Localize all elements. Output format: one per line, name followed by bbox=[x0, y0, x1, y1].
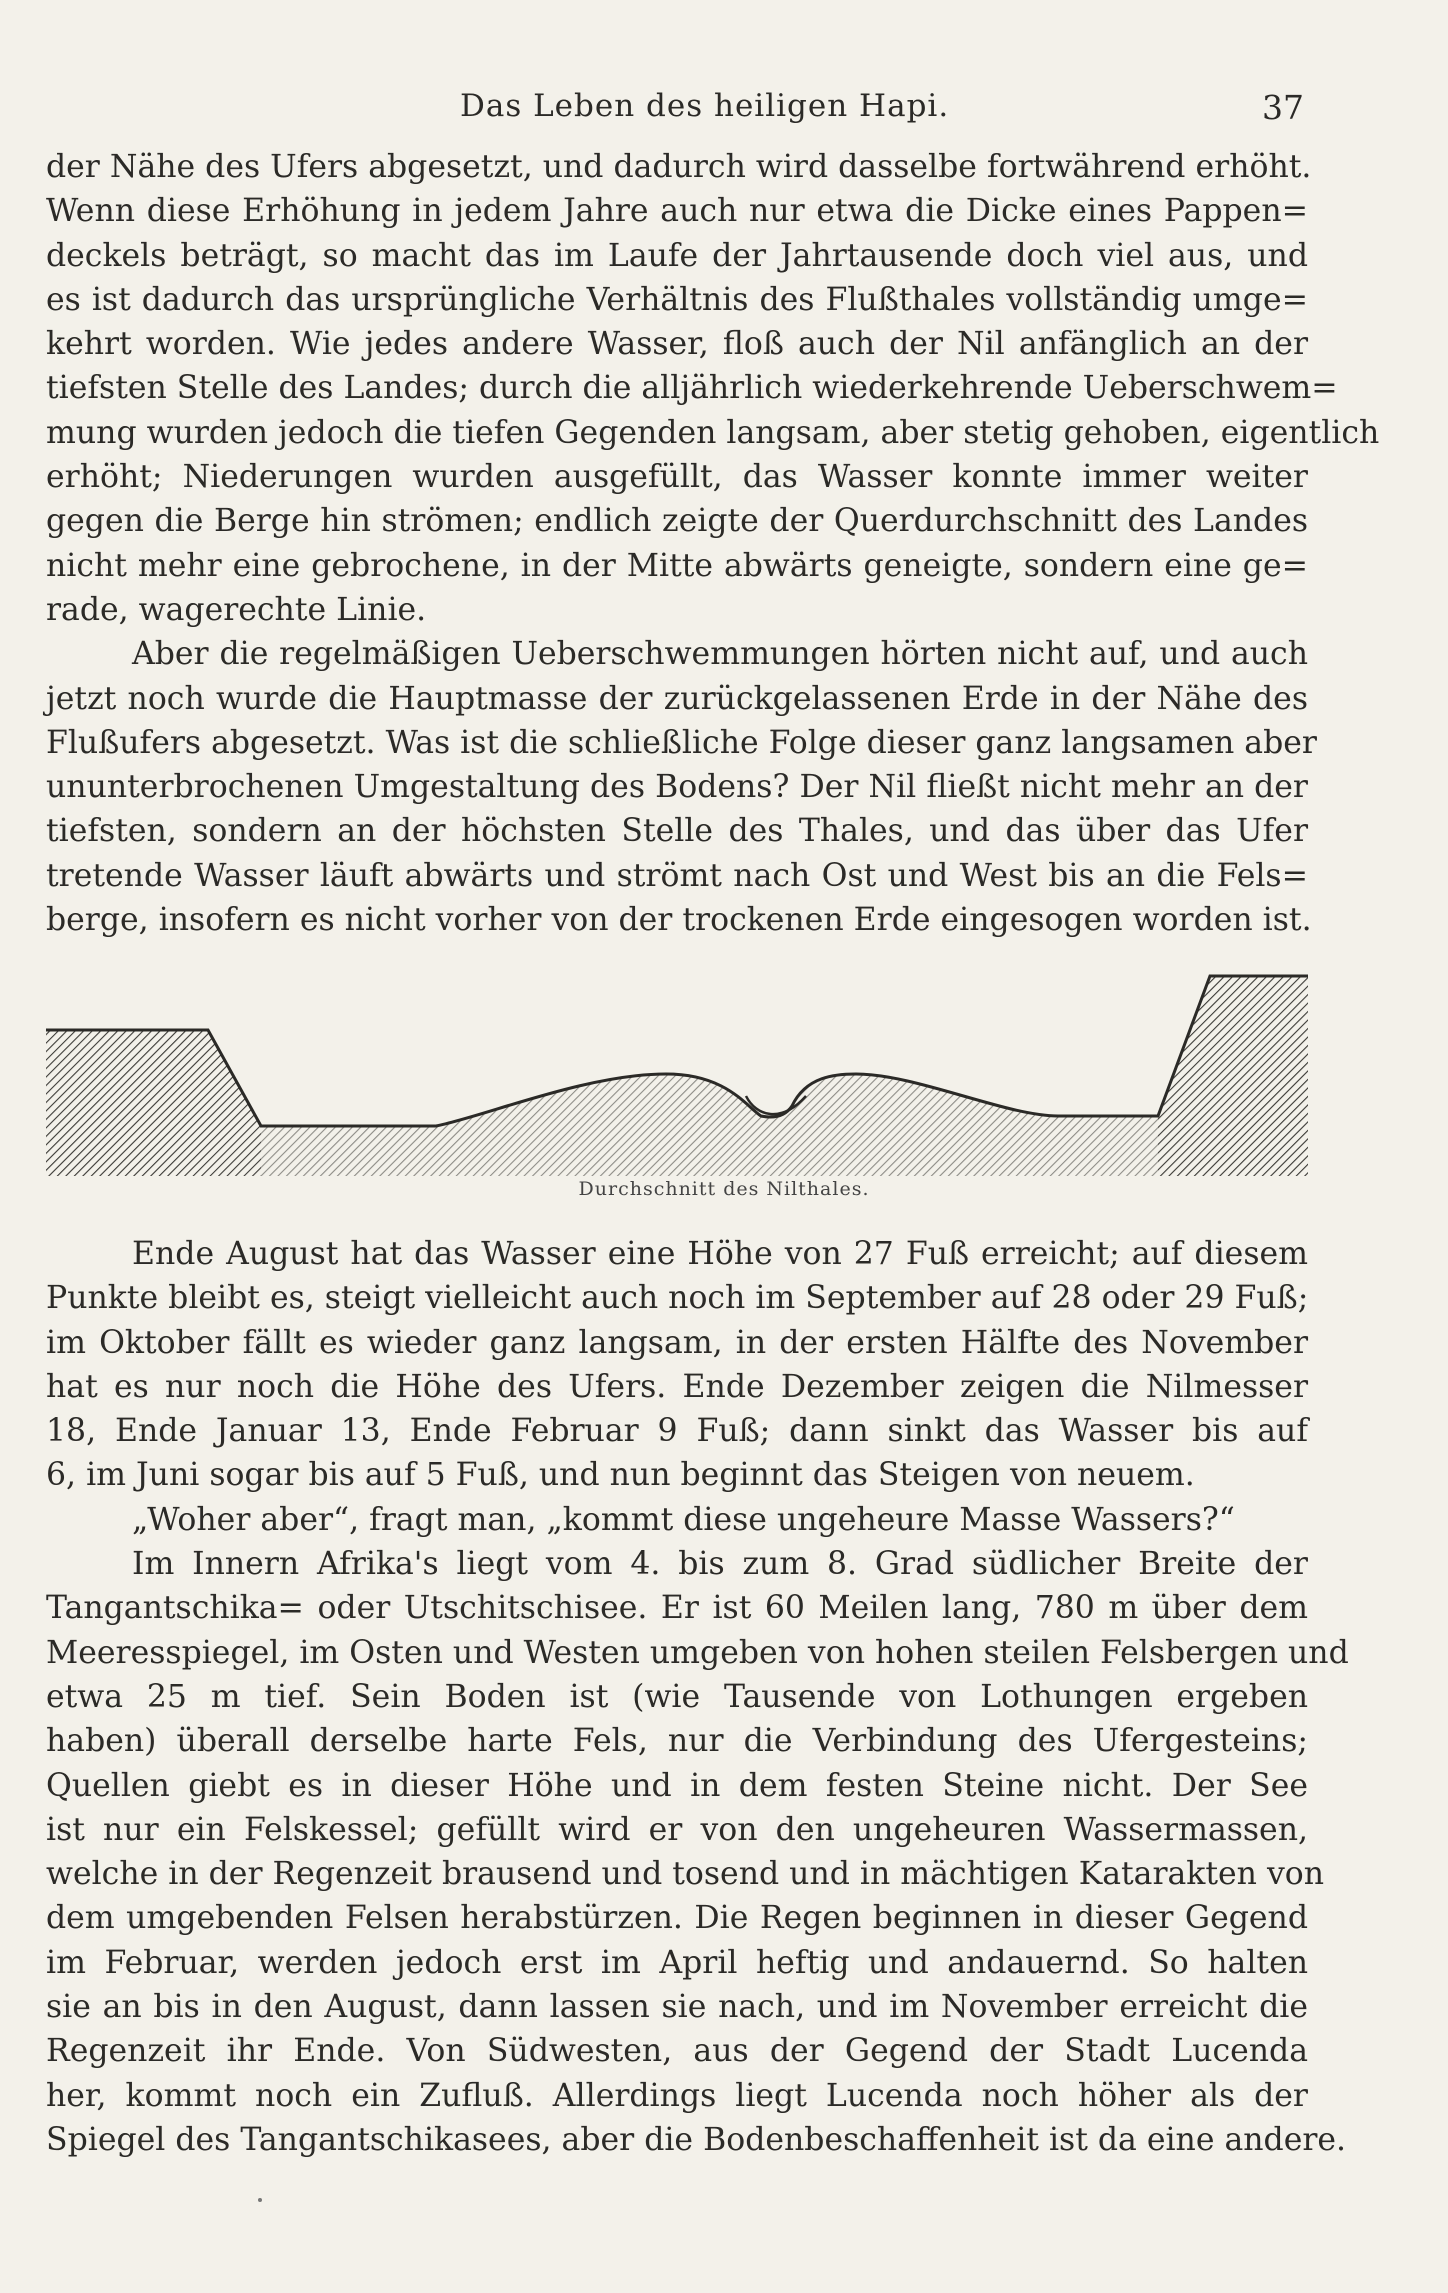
page-number: 37 bbox=[1262, 88, 1304, 127]
text-line: welche in der Regenzeit brausend und tosend und in mächtigen Katarakten von bbox=[46, 1856, 1325, 1893]
left-rock-bank bbox=[46, 1030, 261, 1176]
body-text-top bbox=[46, 145, 1380, 942]
text-line: Regenzeit ihr Ende. Von Südwesten, aus der Gegend der Stadt Lucenda bbox=[46, 2033, 1308, 2070]
text-line: ist nur ein Felskessel; gefüllt wird er von den ungeheuren Wassermassen, bbox=[46, 1811, 1308, 1848]
text-line: erhöht; Niederungen wurden ausgefüllt, das Wasser konnte immer weiter bbox=[46, 459, 1308, 496]
text-line: hat es nur noch die Höhe des Ufers. Ende Dezember zeigen die Nilmesser bbox=[46, 1368, 1308, 1405]
text-line: Meeresspiegel, im Osten und Westen umgeben von hohen steilen Felsbergen und bbox=[46, 1634, 1349, 1671]
text-line: Im Innern Afrika's liegt vom 4. bis zum 8. Grad südlicher Breite der bbox=[132, 1546, 1308, 1583]
text-line: gegen die Berge hin strömen; endlich zeigte der Querdurchschnitt des Landes bbox=[46, 503, 1308, 540]
text-line: im Februar, werden jedoch erst im April heftig und andauernd. So halten bbox=[46, 1944, 1308, 1981]
text-line: Ende August hat das Wasser eine Höhe von 27 Fuß erreicht; auf diesem bbox=[132, 1236, 1308, 1272]
text-line: Punkte bleibt es, steigt vielleicht auch noch im September auf 28 oder 29 Fuß; bbox=[46, 1280, 1309, 1317]
text-line: her, kommt noch ein Zufluß. Allerdings liegt Lucenda noch höher als der bbox=[46, 2077, 1308, 2114]
text-line: Tangantschika= oder Utschitschisee. Er ist 60 Meilen lang, 780 m über dem bbox=[46, 1590, 1308, 1627]
text-line: 6, im Juni sogar bis auf 5 Fuß, und nun beginnt das Steigen von neuem. bbox=[46, 1457, 1195, 1494]
text-line: deckels beträgt, so macht das im Laufe der Jahrtausende doch viel aus, und bbox=[46, 237, 1308, 274]
text-line: nicht mehr eine gebrochene, in der Mitte abwärts geneigte, sondern eine ge= bbox=[46, 547, 1308, 584]
text-line: rade, wagerechte Linie. bbox=[46, 591, 427, 628]
nile-valley-cross-section bbox=[46, 966, 1308, 1176]
text-line: Aber die regelmäßigen Ueberschwemmungen hörten nicht auf, und auch bbox=[132, 636, 1308, 673]
text-line: tiefsten Stelle des Landes; durch die alljährlich wiederkehrende Ueberschwem= bbox=[46, 370, 1338, 407]
text-line: Wenn diese Erhöhung in jedem Jahre auch nur etwa die Dicke eines Pappen= bbox=[46, 193, 1308, 230]
text-line: „Woher aber“, fragt man, „kommt diese ungeheure Masse Wassers?“ bbox=[132, 1501, 1235, 1538]
text-line: etwa 25 m tief. Sein Boden ist (wie Tausende von Lothungen ergeben bbox=[46, 1678, 1308, 1715]
text-line: es ist dadurch das ursprüngliche Verhältnis des Flußthales vollständig umge= bbox=[46, 281, 1308, 318]
text-line: 18, Ende Januar 13, Ende Februar 9 Fuß; dann sinkt das Wasser bis auf bbox=[46, 1413, 1308, 1450]
body-text-bottom bbox=[46, 1232, 1349, 2162]
text-line: haben) überall derselbe harte Fels, nur die Verbindung des Ufergesteins; bbox=[46, 1723, 1308, 1760]
text-line: jetzt noch wurde die Hauptmasse der zurückgelassenen Erde in der Nähe des bbox=[46, 680, 1308, 717]
right-rock-bank bbox=[1158, 976, 1308, 1176]
text-line: Flußufers abgesetzt. Was ist die schließliche Folge dieser ganz langsamen aber bbox=[46, 724, 1317, 761]
figure-caption: Durchschnitt des Nilthales. bbox=[578, 1178, 870, 1200]
text-line: tretende Wasser läuft abwärts und strömt nach Ost und West bis an die Fels= bbox=[46, 857, 1308, 894]
text-line: berge, insofern es nicht vorher von der trockenen Erde eingesogen worden ist. bbox=[46, 902, 1312, 939]
running-head bbox=[0, 82, 1448, 132]
text-line: sie an bis in den August, dann lassen sie nach, und im November erreicht die bbox=[46, 1989, 1308, 2026]
text-line: Quellen giebt es in dieser Höhe und in dem festen Steine nicht. Der See bbox=[46, 1767, 1308, 1804]
text-line: mung wurden jedoch die tiefen Gegenden langsam, aber stetig gehoben, eigentlich bbox=[46, 414, 1380, 451]
text-line: kehrt worden. Wie jedes andere Wasser, floß auch der Nil anfänglich an der bbox=[46, 326, 1308, 363]
text-line: im Oktober fällt es wieder ganz langsam, in der ersten Hälfte des November bbox=[46, 1324, 1308, 1361]
running-title: Das Leben des heiligen Hapi. bbox=[460, 88, 950, 124]
print-speck bbox=[258, 2198, 262, 2202]
text-line: ununterbrochenen Umgestaltung des Bodens? Der Nil fließt nicht mehr an der bbox=[46, 769, 1308, 806]
text-line: tiefsten, sondern an der höchsten Stelle des Thales, und das über das Ufer bbox=[46, 813, 1308, 850]
text-line: Spiegel des Tangantschikasees, aber die Bodenbeschaffenheit ist da eine andere. bbox=[46, 2121, 1347, 2158]
text-line: dem umgebenden Felsen herabstürzen. Die Regen beginnen in dieser Gegend bbox=[46, 1900, 1308, 1937]
text-line: der Nähe des Ufers abgesetzt, und dadurch wird dasselbe fortwährend erhöht. bbox=[46, 149, 1312, 185]
